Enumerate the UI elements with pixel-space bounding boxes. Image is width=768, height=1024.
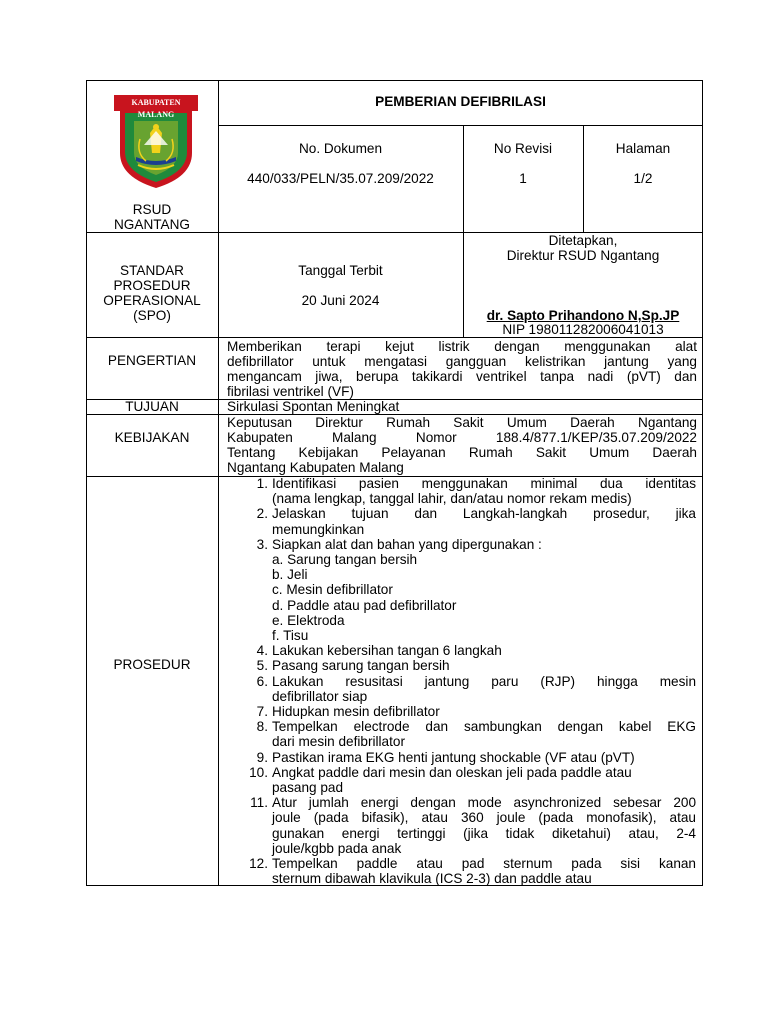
prosedur-line: pasang pad [272,780,344,795]
revision-value: 1 [519,171,527,186]
tujuan-text: Sirkulasi Spontan Meningkat [227,399,400,414]
director-nip: NIP 198011282006041013 [502,322,664,337]
prosedur-line: Hidupkan mesin defibrillator [272,704,440,719]
kebijakan-label: KEBIJAKAN [114,430,190,445]
prosedur-line: memungkinkan [272,521,365,537]
border-spo-bottom [86,337,703,338]
prosedur-item-number: 11. [250,795,268,811]
border-top [86,80,703,81]
prosedur-line: Pastikan irama EKG henti jantung shockable (VF atau (pVT) [272,749,635,765]
tujuan-label: TUJUAN [125,399,179,414]
border-right [702,80,703,886]
border-col2 [463,125,464,338]
border-title-bottom [218,125,703,126]
spo-line3: OPERASIONAL [103,293,201,308]
prosedur-line: Lakukan kebersihan tangan 6 langkah [272,643,502,659]
prosedur-item-number: 10. [249,764,268,780]
approved-line2: Direktur RSUD Ngantang [506,248,660,263]
institution-line2: NGANTANG [113,217,191,232]
prosedur-line: Atur jumlah energi dengan mode asynchronized sebesar 200 [272,795,696,811]
pengertian-line: Memberikan terapi kejut listrik dengan menggunakan alat [227,339,697,354]
border-col1 [218,80,219,886]
kabupaten-malang-logo [114,95,198,190]
prosedur-line: Angkat paddle dari mesin dan oleskan jeli pada paddle atau [272,764,632,780]
prosedur-line: Tempelkan paddle atau pad sternum pada sisi kanan [272,856,696,871]
pengertian-line: mengancam jiwa, berupa takikardi ventrikel tanpa nadi (pVT) dan [227,369,697,384]
prosedur-line: joule/kgbb pada anak [272,840,402,856]
pengertian-label: PENGERTIAN [107,353,197,368]
page-label: Halaman [615,141,671,156]
prosedur-item-number: 12. [249,856,268,871]
prosedur-item-number: 2. [256,506,268,522]
approved-line1: Ditetapkan, [548,233,618,248]
kebijakan-line: Kabupaten Malang Nomor 188.4/877.1/KEP/35.07.209/2022 [227,430,697,445]
prosedur-label: PROSEDUR [113,657,191,672]
director-name: dr. Sapto Prihandono N,Sp.JP [486,308,680,323]
prosedur-item-number: 7. [256,704,268,719]
spo-line1: STANDAR [120,263,184,278]
pengertian-line: fibrilasi ventrikel (VF) [227,384,354,399]
prosedur-line: Lakukan resusitasi jantung paru (RJP) hingga mesin [272,673,696,689]
prosedur-line: f. Tisu [272,628,309,643]
issue-date-label: Tanggal Terbit [298,263,383,278]
doc-no-value: 440/033/PELN/35.07.209/2022 [247,171,434,186]
prosedur-item-number: 3. [256,536,268,552]
prosedur-line: gunakan energi tertinggi (jika tidak diketahui) atau, 2-4 [272,825,696,841]
pengertian-line: defibrillator untuk mengatasi gangguan kelistrikan jantung yang [227,354,697,369]
doc-no-label: No. Dokumen [298,141,383,156]
prosedur-line: sternum dibawah klavikula (ICS 2-3) dan paddle atau [272,871,592,887]
prosedur-item-number: 8. [256,719,268,735]
prosedur-line: Jelaskan tujuan dan Langkah-langkah prosedur, jika [272,506,696,522]
prosedur-item-number: 1. [256,476,268,491]
prosedur-line: dari mesin defibrillator [272,734,405,750]
kebijakan-line: Keputusan Direktur Rumah Sakit Umum Daerah Ngantang [227,415,697,430]
prosedur-line: e. Elektroda [272,612,345,628]
prosedur-item-number: 6. [256,673,268,689]
prosedur-line: d. Paddle atau pad defibrillator [272,597,457,613]
kebijakan-line: Tentang Kebijakan Pelayanan Rumah Sakit Umum Daerah [227,445,697,460]
prosedur-line: c. Mesin defibrillator [272,582,393,598]
prosedur-line: Pasang sarung tangan bersih [272,658,450,674]
prosedur-line: Tempelkan electrode dan sambungkan dengan kabel EKG [272,719,696,735]
logo-text: KABUPATEN MALANG [131,98,181,119]
spo-line2: PROSEDUR [113,278,191,293]
prosedur-line: Siapkan alat dan bahan yang dipergunakan : [272,536,542,552]
page-value: 1/2 [633,171,653,186]
spo-line4: (SPO) [133,308,171,323]
kebijakan-line: Ngantang Kabupaten Malang [227,460,404,475]
prosedur-item-number: 4. [256,643,268,659]
prosedur-line: a. Sarung tangan bersih [272,552,418,567]
prosedur-line: b. Jeli [272,567,308,583]
prosedur-line: Identifikasi pasien menggunakan minimal dua identitas [272,476,696,491]
prosedur-item-number: 5. [256,658,268,674]
institution-line1: RSUD [132,202,172,217]
prosedur-line: (nama lengkap, tanggal lahir, dan/atau nomor rekam medis) [272,491,632,507]
issue-date-value: 20 Juni 2024 [301,293,380,308]
prosedur-line: joule (pada bifasik), atau 360 joule (pada monofasik), atau [272,810,696,826]
document-title: PEMBERIAN DEFIBRILASI [375,94,546,109]
prosedur-line: defibrillator siap [272,688,368,704]
prosedur-item-number: 9. [256,749,268,765]
border-left [86,80,87,886]
revision-label: No Revisi [493,141,553,156]
